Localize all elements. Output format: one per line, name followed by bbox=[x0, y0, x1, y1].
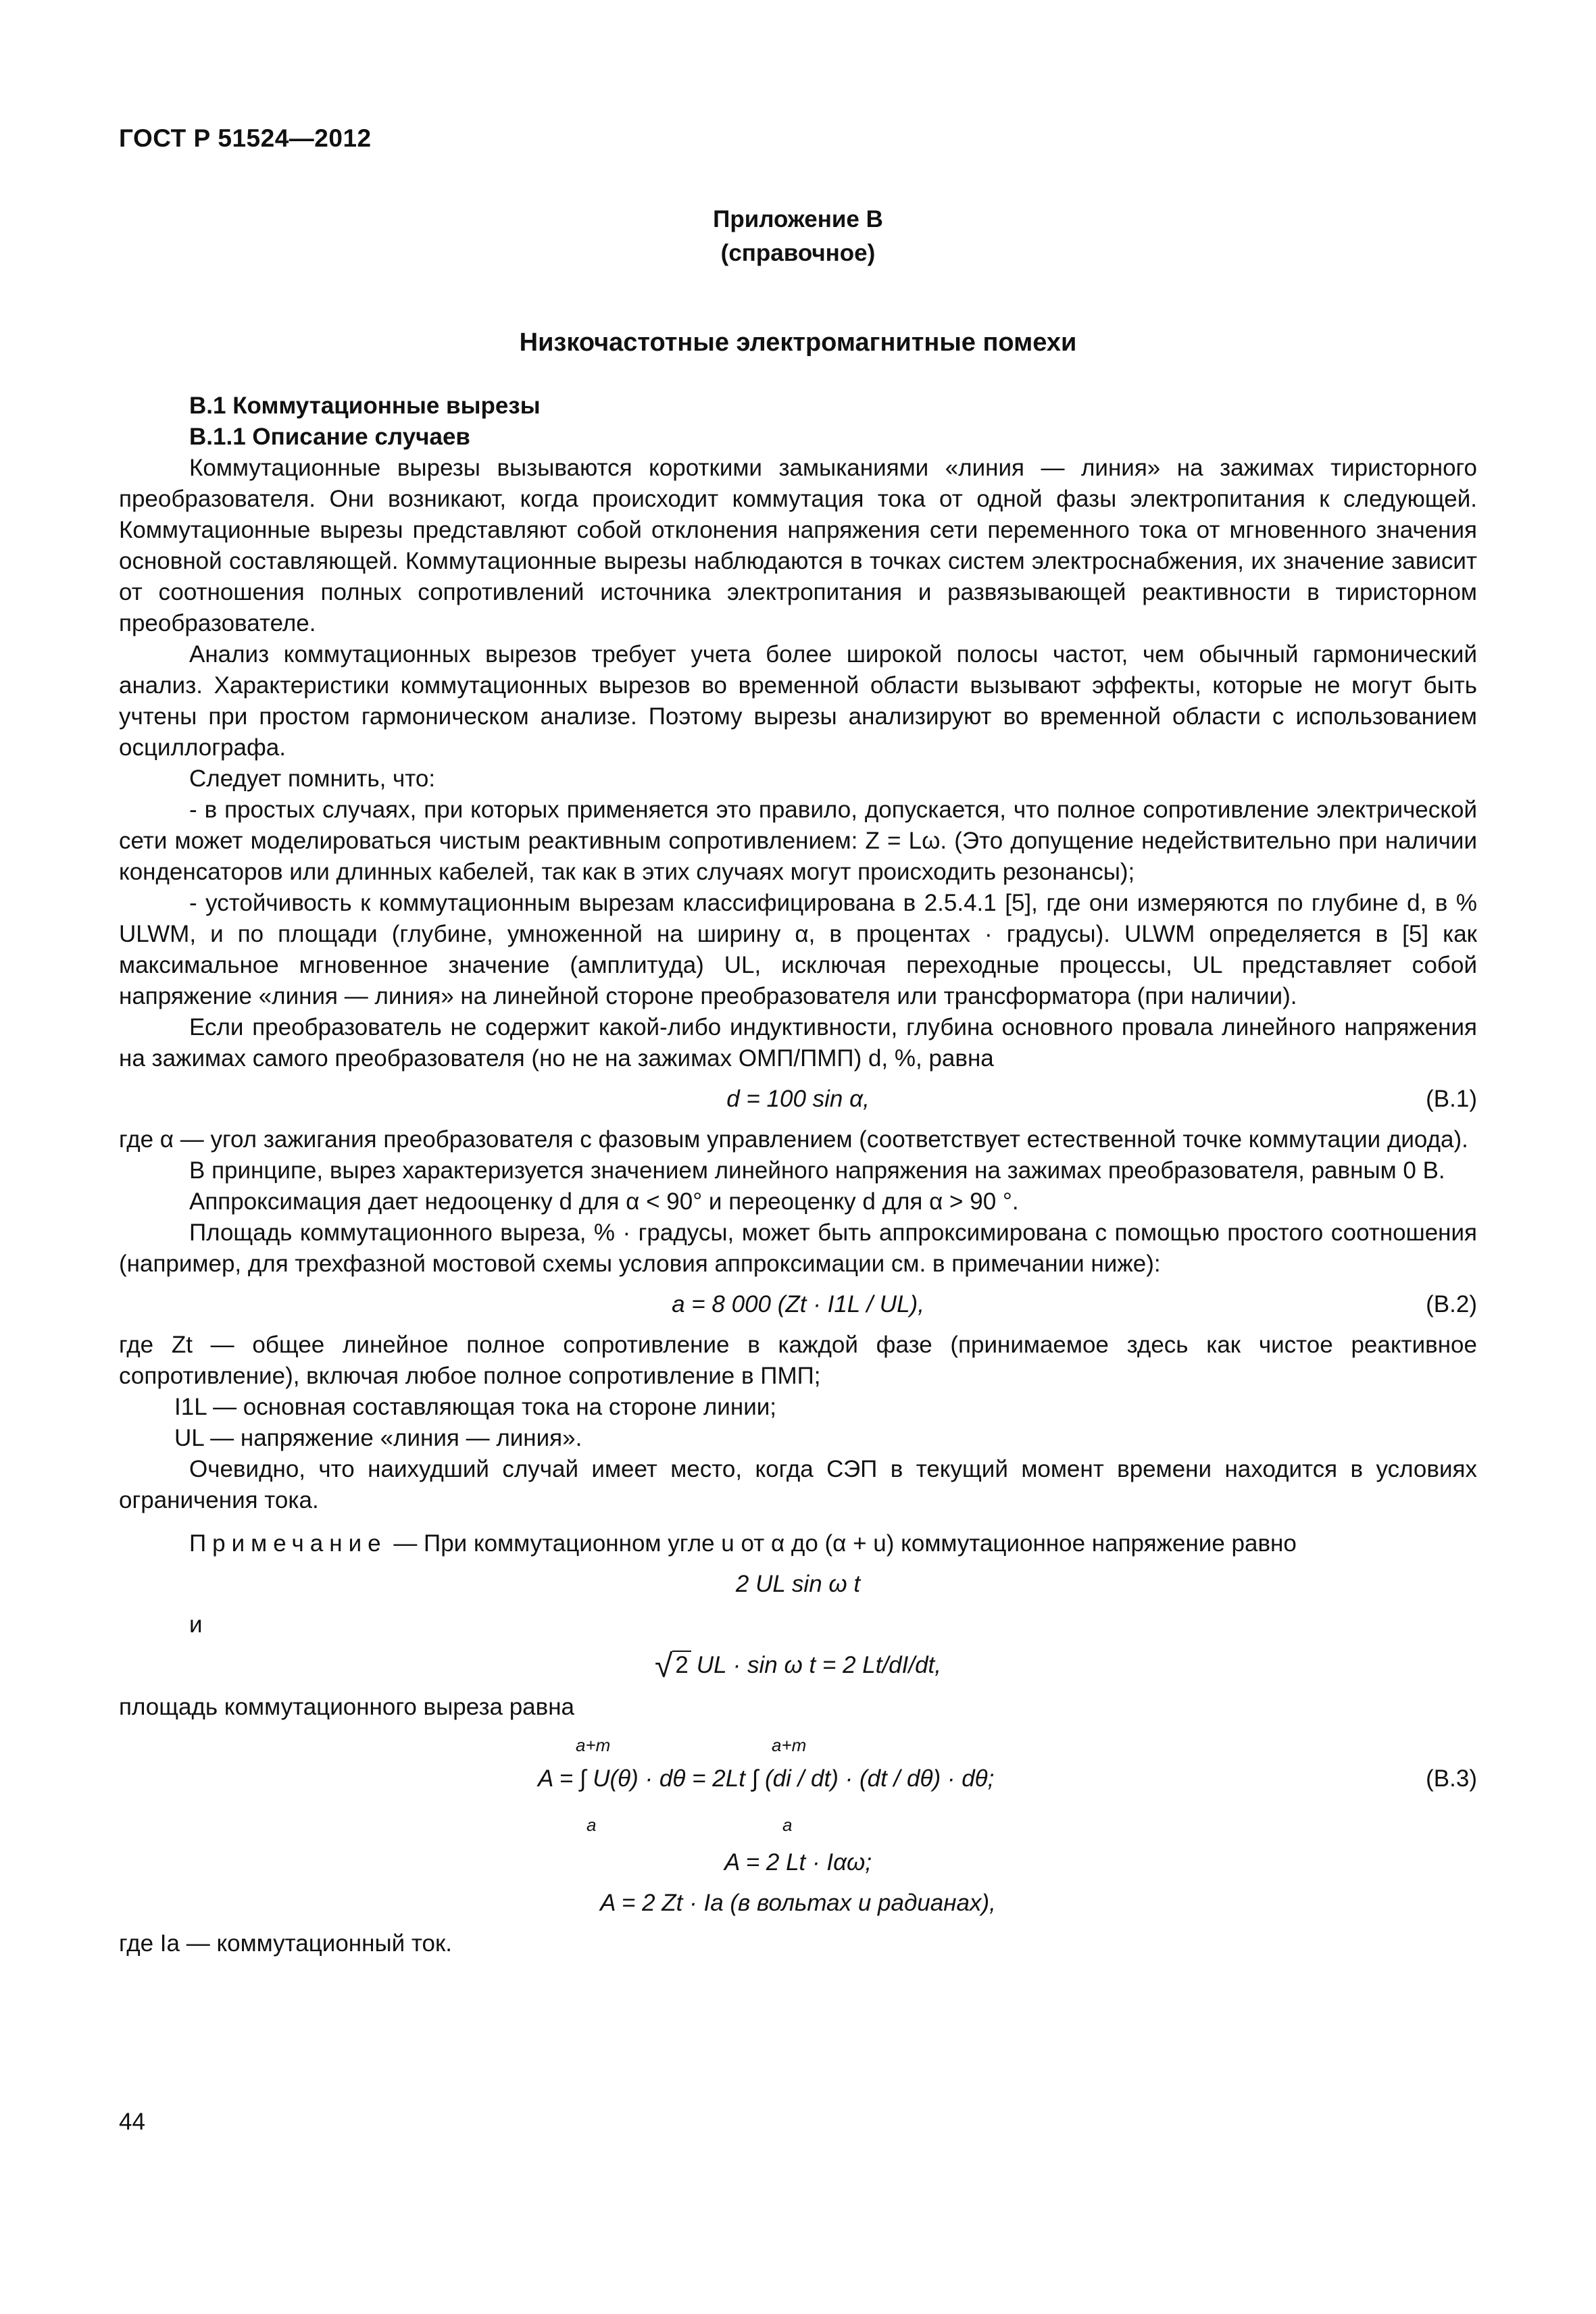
paragraph: В принципе, вырез характеризуется значением линейного напряжения на зажимах преобразователя, равным 0 В. bbox=[189, 1157, 1445, 1184]
integral-upper-limit: a+m bbox=[772, 1735, 807, 1755]
paragraph: Следует помнить, что: bbox=[189, 765, 436, 792]
annex-type: (справочное) bbox=[720, 240, 876, 266]
note bbox=[119, 1528, 1477, 1559]
equation-b1 bbox=[119, 1084, 1477, 1115]
paragraph: где Ia — коммутационный ток. bbox=[119, 1930, 453, 1957]
sqrt-symbol: √ 2 bbox=[655, 1650, 691, 1682]
note-equation-2 bbox=[119, 1650, 1477, 1682]
page-number: 44 bbox=[119, 2109, 145, 2135]
section-heading-b1: В.1 Коммутационные вырезы bbox=[189, 393, 541, 419]
paragraph: Площадь коммутационного выреза, % · градусы, может быть аппроксимирована с помощью простого соотношения (например, для трехфазной мостовой схемы условия аппроксимации см. в примечании ниже): bbox=[119, 1219, 1477, 1277]
equation-text: a = 8 000 (Zt · I1L / UL), bbox=[672, 1291, 924, 1317]
equation-text: d = 100 sin α, bbox=[726, 1086, 870, 1112]
paragraph: площадь коммутационного выреза равна bbox=[119, 1694, 575, 1720]
paragraph: где α — угол зажигания преобразователя с фазовым управлением (соответствует естественной точке коммутации диода). bbox=[119, 1126, 1468, 1153]
equation-b3a bbox=[119, 1847, 1477, 1878]
list-item: - устойчивость к коммутационным вырезам классифицирована в 2.5.4.1 [5], где они измеряются по глубине d, в % ULWM, и по площади (глубине, умноженной на ширину α, в процентах · градусы). ULWM определяется в [5] как максимальное мгновенное значение (амплитуда) UL, исключая переходные процессы, UL представляет собой напряжение «линия — линия» на линейной стороне преобразователя или трансформатора (при наличии). bbox=[119, 890, 1477, 1009]
note-equation-1 bbox=[119, 1569, 1477, 1600]
document-code: ГОСТ Р 51524—2012 bbox=[119, 124, 372, 152]
equation-number: (В.2) bbox=[1426, 1291, 1477, 1317]
integral-lower-limit: a bbox=[782, 1815, 793, 1835]
definition-item: I1L — основная составляющая тока на стороне линии; bbox=[174, 1394, 777, 1420]
list-item: - в простых случаях, при которых применяется это правило, допускается, что полное сопротивление электрической сети может моделироваться чистым реактивным сопротивлением: Z = Lω. (Это допущение недействительно при наличии конденсаторов или длинных кабелей, так как в этих случаях могут происходить резонансы); bbox=[119, 797, 1477, 885]
equation-b3b bbox=[119, 1888, 1477, 1919]
paragraph: Коммутационные вырезы вызываются короткими замыканиями «линия — линия» на зажимах тиристорного преобразователя. Они возникают, когда происходит коммутация тока от одной фазы электропитания к следующей. Коммутационные вырезы представляют собой отклонения напряжения сети переменного тока от мгновенного значения основной составляющей. Коммутационные вырезы наблюдаются в точках систем электроснабжения, их значение зависит от соотношения полных сопротивлений источника электропитания и развязывающей реактивности в тиристорном преобразователе. bbox=[119, 455, 1477, 636]
equation-b2 bbox=[119, 1289, 1477, 1320]
section-heading-b11: В.1.1 Описание случаев bbox=[189, 424, 470, 450]
equation-number: (В.1) bbox=[1426, 1086, 1477, 1112]
annex-title: Приложение В bbox=[713, 206, 883, 232]
equation-text: 2 UL sin ω t bbox=[735, 1571, 861, 1597]
paragraph: Аппроксимация дает недооценку d для α < 90° и переоценку d для α > 90 °. bbox=[189, 1188, 1019, 1215]
equation-text: A = ∫ U(θ) · dθ = 2Lt ∫ (di / dt) · (dt / dθ) · dθ; bbox=[538, 1765, 995, 1792]
paragraph: где Zt — общее линейное полное сопротивление в каждой фазе (принимаемое здесь как чистое реактивное сопротивление), включая любое полное сопротивление в ПМП; bbox=[119, 1332, 1477, 1389]
paragraph: Анализ коммутационных вырезов требует учета более широкой полосы частот, чем обычный гармонический анализ. Характеристики коммутационных вырезов во временной области вызывают эффекты, которые не могут быть учтены при простом гармоническом анализе. Поэтому вырезы анализируют во временной области с использованием осциллографа. bbox=[119, 641, 1477, 761]
note-text: — При коммутационном угле u от α до (α + u) коммутационное напряжение равно bbox=[386, 1530, 1297, 1557]
definition-item: UL — напряжение «линия — линия». bbox=[174, 1425, 582, 1451]
annex-heading bbox=[119, 203, 1477, 270]
sqrt-argument: 2 bbox=[672, 1651, 691, 1678]
document-page bbox=[119, 0, 1477, 2314]
integral-upper-limit: a+m bbox=[576, 1735, 611, 1755]
note-label: Примечание bbox=[189, 1530, 387, 1557]
paragraph: Если преобразователь не содержит какой-либо индуктивности, глубина основного провала линейного напряжения на зажимах самого преобразователя (но не на зажимах ОМП/ПМП) d, %, равна bbox=[119, 1014, 1477, 1072]
equation-text: A = 2 Lt · Iαω; bbox=[724, 1849, 872, 1876]
equation-b3 bbox=[119, 1730, 1477, 1838]
integral-lower-limit: a bbox=[587, 1815, 597, 1835]
equation-number: (В.3) bbox=[1426, 1765, 1477, 1792]
annex-main-title: Низкочастотные электромагнитные помехи bbox=[519, 328, 1077, 357]
paragraph: Очевидно, что наихудший случай имеет место, когда СЭП в текущий момент времени находится в условиях ограничения тока. bbox=[119, 1456, 1477, 1513]
annex-body bbox=[119, 391, 1477, 1959]
equation-text: A = 2 Zt · Ia (в вольтах и радианах), bbox=[600, 1890, 996, 1916]
conjunction: и bbox=[189, 1611, 203, 1638]
equation-text: UL · sin ω t = 2 Lt/dI/dt, bbox=[696, 1652, 941, 1678]
